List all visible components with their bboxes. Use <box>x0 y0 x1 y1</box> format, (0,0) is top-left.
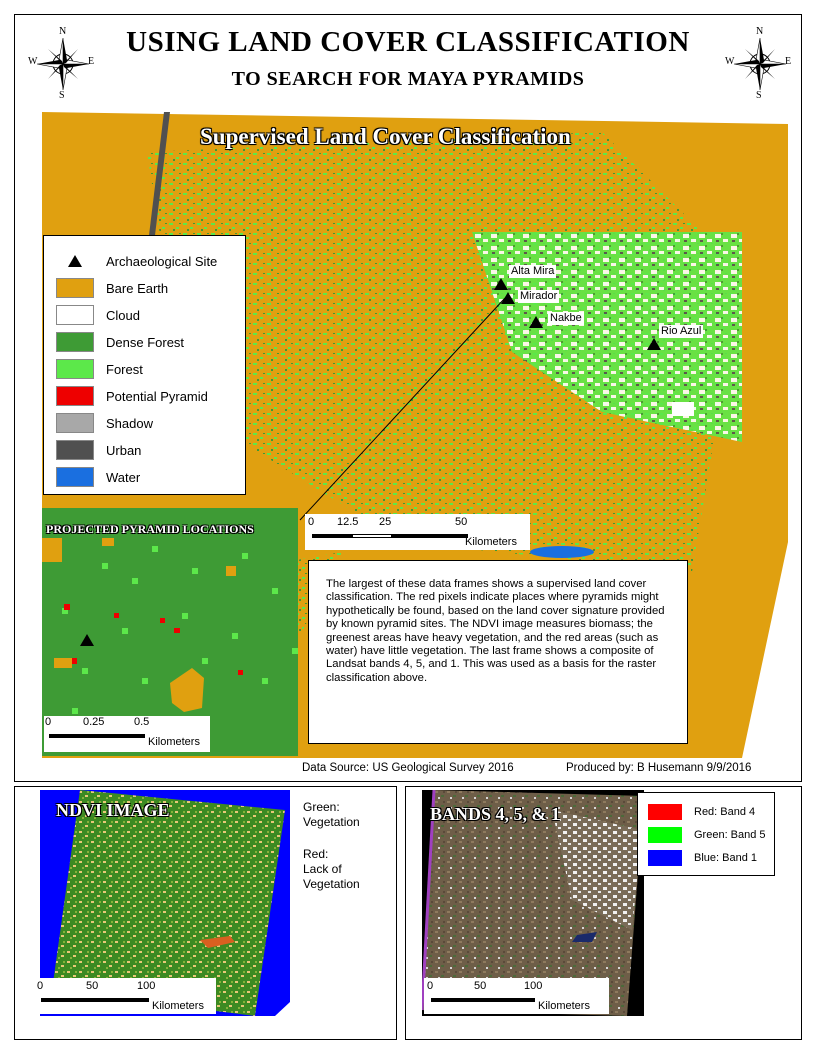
legend-item: Shadow <box>56 412 153 434</box>
ndvi-map-title: NDVI IMAGE <box>56 800 170 820</box>
site-label-alta-mira: Alta Mira <box>511 265 555 277</box>
legend-item: Archaeological Site <box>56 250 217 272</box>
compass-rose-icon: N W E S <box>725 26 792 101</box>
legend-item: Blue: Band 1 <box>648 849 757 867</box>
legend-swatch <box>56 440 94 460</box>
ndvi-note-red: Red: Lack of Vegetation <box>303 847 360 891</box>
legend-item: Green: Band 5 <box>648 826 766 844</box>
legend-item: Urban <box>56 439 141 461</box>
legend-swatch <box>648 850 682 866</box>
legend-item: Dense Forest <box>56 331 184 353</box>
legend-swatch <box>56 332 94 352</box>
site-label-nakbe: Nakbe <box>550 312 582 324</box>
description-box: The largest of these data frames shows a supervised land cover classification. The red pixels indicate places where pyramids might hypothetically be found, based on the land cover signature provided by known pyramid sites. The NDVI image measures biomass; the greenest areas have heavy vegetation, and the red areas (such as water) have little vegetation. The last frame shows a composite of Landsat bands 4, 5, and 1. This was used as a basis for the raster classification above. <box>308 560 688 744</box>
legend-swatch <box>56 386 94 406</box>
legend-swatch <box>56 305 94 325</box>
land-cover-legend <box>43 235 246 495</box>
main-scale-bar: 0 12.5 25 50 Kilometers <box>305 514 530 550</box>
legend-item: Red: Band 4 <box>648 803 755 821</box>
data-source-text: Data Source: US Geological Survey 2016 <box>302 762 514 774</box>
site-label-rio-azul: Rio Azul <box>661 325 702 337</box>
legend-swatch <box>648 804 682 820</box>
legend-swatch <box>56 413 94 433</box>
inset-map-title: PROJECTED PYRAMID LOCATIONS <box>46 522 254 536</box>
site-label-mirador: Mirador <box>520 290 558 302</box>
legend-item: Water <box>56 466 140 488</box>
legend-item: Forest <box>56 358 143 380</box>
page-title: USING LAND COVER CLASSIFICATION <box>126 26 690 58</box>
site-marker-icon[interactable] <box>80 634 94 646</box>
site-marker-icon[interactable] <box>529 316 543 328</box>
legend-swatch <box>56 359 94 379</box>
ndvi-scale-bar: 0 50 100 Kilometers <box>34 978 216 1014</box>
legend-swatch <box>56 278 94 298</box>
legend-item: Bare Earth <box>56 277 168 299</box>
producer-text: Produced by: B Husemann 9/9/2016 <box>566 762 752 774</box>
compass-rose-icon: N W E S <box>28 26 95 101</box>
bands-legend <box>637 792 775 876</box>
main-map-title: Supervised Land Cover Classification <box>200 124 571 149</box>
triangle-icon <box>56 255 94 267</box>
legend-swatch <box>648 827 682 843</box>
legend-item: Cloud <box>56 304 140 326</box>
site-marker-icon[interactable] <box>501 292 515 304</box>
legend-swatch <box>56 467 94 487</box>
legend-item: Potential Pyramid <box>56 385 208 407</box>
site-marker-icon[interactable] <box>494 278 508 290</box>
inset-scale-bar: 0 0.25 0.5 Kilometers <box>44 716 210 752</box>
bands-map-title: BANDS 4, 5, & 1 <box>430 804 561 824</box>
site-marker-icon[interactable] <box>647 338 661 350</box>
bands-scale-bar: 0 50 100 Kilometers <box>424 978 609 1014</box>
ndvi-note-green: Green: Vegetation <box>303 800 360 829</box>
page-subtitle: TO SEARCH FOR MAYA PYRAMIDS <box>231 68 585 90</box>
